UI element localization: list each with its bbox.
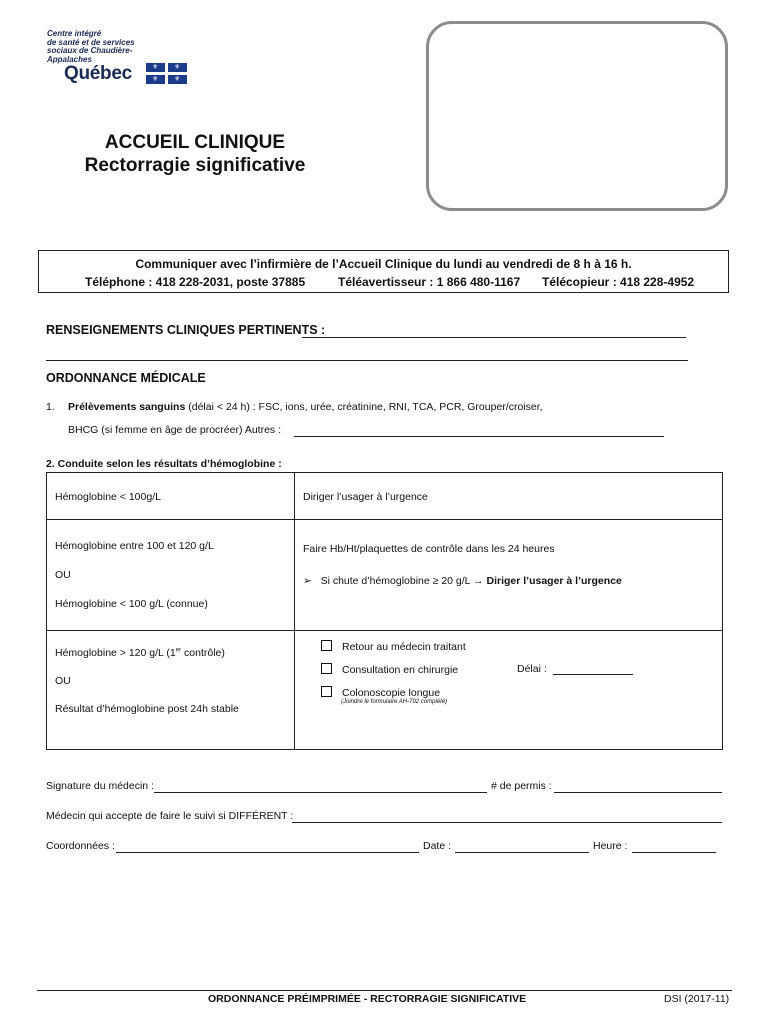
item-1-bold: Prélèvements sanguins [68, 401, 186, 413]
coordinates-field[interactable] [116, 852, 419, 853]
colonoscopy-checkbox[interactable] [321, 686, 332, 697]
item-1-line2: BHCG (si femme en âge de procréer) Autres : [68, 424, 281, 436]
item-1-number: 1. [46, 401, 55, 413]
arrow-bullet-icon: ➢ [303, 575, 312, 587]
option-surgery-label: Consultation en chirurgie [342, 664, 459, 676]
date-label: Date : [423, 840, 452, 852]
hemoglobin-table [46, 472, 723, 750]
date-field[interactable] [455, 852, 589, 853]
time-field[interactable] [632, 852, 716, 853]
row2-urgent-action: Diriger l’usager à l’urgence [486, 575, 622, 587]
row2-or: OU [55, 569, 71, 581]
contact-fax: Télécopieur : 418 228-4952 [542, 275, 695, 289]
org-line-3: sociaux de Chaudière- [47, 46, 133, 55]
footer-title: ORDONNANCE PRÉIMPRIMÉE - RECTORRAGIE SIGNIFICATIVE [208, 993, 527, 1005]
table-row [47, 631, 723, 750]
row2-condition-1: Hémoglobine entre 100 et 120 g/L [55, 540, 214, 552]
table-cell [47, 473, 295, 520]
option-colonoscopy-label: Colonoscopie longue [342, 687, 441, 699]
colonoscopy-note: (Joindre le formulaire AH-702 complété) [341, 699, 448, 705]
table-cell [47, 520, 295, 631]
quebec-flag-icon: ⚜ ⚜ ⚜ ⚜ [146, 63, 187, 84]
delay-label: Délai : [517, 663, 547, 675]
row2-action-1: Faire Hb/Ht/plaquettes de contrôle dans les 24 heures [303, 543, 555, 555]
surgery-checkbox[interactable] [321, 663, 332, 674]
clinical-info-label: RENSEIGNEMENTS CLINIQUES PERTINENTS : [46, 323, 326, 337]
return-checkbox[interactable] [321, 640, 332, 651]
permit-field[interactable] [554, 792, 722, 793]
contact-box [38, 250, 729, 293]
row3-condition-1-end: contrôle) [181, 647, 225, 659]
table-cell [295, 520, 723, 631]
clinical-info-field-2[interactable] [46, 360, 688, 361]
signature-field[interactable] [154, 792, 487, 793]
table-cell [295, 631, 723, 750]
row3-condition-1 [55, 647, 286, 659]
permit-label: # de permis : [491, 780, 552, 792]
row3-sup: er [175, 647, 182, 654]
contact-hours: Communiquer avec l’infirmière de l’Accueil Clinique du lundi au vendredi de 8 h à 16 h. [135, 257, 632, 271]
org-line-1: Centre intégré [47, 29, 102, 38]
followup-field[interactable] [292, 822, 722, 823]
table-row [47, 473, 723, 520]
followup-label: Médecin qui accepte de faire le suivi si DIFFÉRENT : [46, 810, 294, 822]
clinical-info-field[interactable] [302, 337, 686, 338]
contact-pager: Téléavertisseur : 1 866 480-1167 [338, 275, 521, 289]
row3-or: OU [55, 675, 71, 687]
table-row [47, 520, 723, 631]
row3-condition-2: Résultat d’hémoglobine post 24h stable [55, 703, 239, 715]
row2-action-2 [303, 575, 714, 587]
contact-phone: Téléphone : 418 228-2031, poste 37885 [85, 275, 306, 289]
row1-condition: Hémoglobine < 100g/L [55, 491, 161, 503]
other-tests-field[interactable] [294, 436, 664, 437]
item-2-heading: 2. Conduite selon les résultats d’hémoglobine : [46, 458, 282, 470]
row1-action: Diriger l’usager à l’urgence [303, 491, 428, 503]
delay-field[interactable] [553, 674, 633, 675]
option-surgery [321, 663, 714, 676]
footer-code: DSI (2017-11) [664, 993, 730, 1005]
time-label: Heure : [593, 840, 628, 852]
item-1-text [68, 401, 543, 413]
org-line-2: de santé et de services [47, 37, 135, 47]
coordinates-label: Coordonnées : [46, 840, 115, 852]
option-colonoscopy [321, 686, 714, 699]
row2-condition-2: Hémoglobine < 100 g/L (connue) [55, 598, 208, 610]
table-cell [47, 631, 295, 750]
signature-label: Signature du médecin : [46, 780, 154, 792]
table-cell [295, 473, 723, 520]
patient-label-box [426, 21, 728, 211]
option-return-label: Retour au médecin traitant [342, 641, 466, 653]
page-title: ACCUEIL CLINIQUE [104, 132, 286, 153]
option-return [321, 640, 714, 653]
page-subtitle: Rectorragie significative [84, 155, 306, 176]
row2-drop-condition: Si chute d’hémoglobine ≥ 20 g/L → [320, 575, 484, 587]
quebec-wordmark: Québec [64, 63, 132, 84]
order-heading: ORDONNANCE MÉDICALE [46, 371, 206, 385]
row3-condition-1-text: Hémoglobine > 120 g/L (1 [55, 647, 176, 659]
footer-divider [37, 990, 732, 991]
organization-name [47, 30, 157, 64]
org-line-4: Appalaches [47, 54, 92, 64]
item-1-details: (délai < 24 h) : FSC, ions, urée, créatinine, RNI, TCA, PCR, Grouper/croiser, [185, 401, 543, 413]
